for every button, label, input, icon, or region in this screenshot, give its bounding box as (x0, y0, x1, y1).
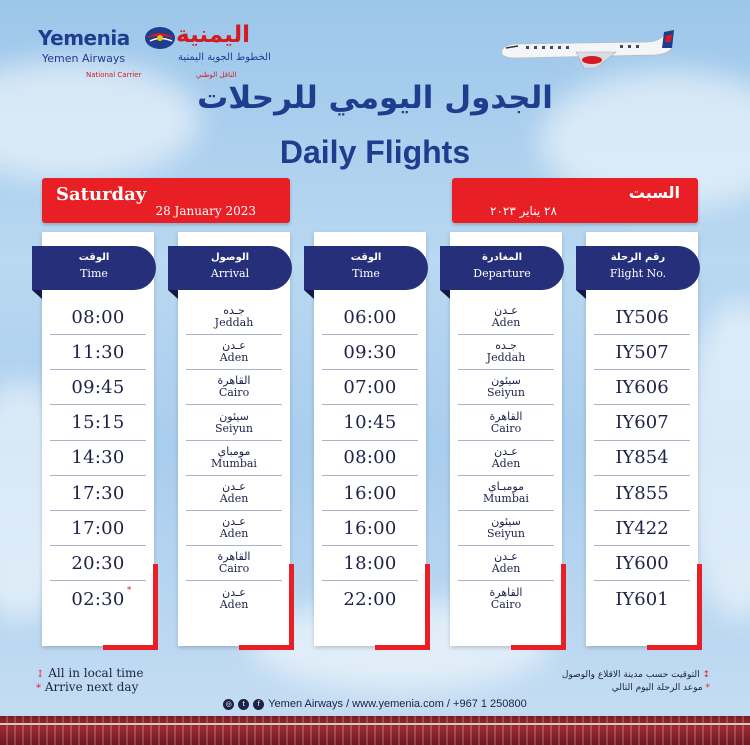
note-text: Arrive next day (44, 680, 139, 694)
header-fold (304, 290, 314, 299)
instagram-icon[interactable]: ◎ (223, 699, 234, 710)
flight-number-cell (594, 476, 690, 511)
flight-number-cell (594, 441, 690, 476)
decorative-band (0, 716, 750, 745)
note-next-day-en (36, 680, 138, 694)
column-header-flight-number (576, 246, 700, 290)
facebook-icon[interactable]: f (253, 699, 264, 710)
flight-number-cell (594, 582, 690, 617)
departure-time-cell (322, 476, 418, 511)
departure-time: 06:00 (343, 306, 397, 328)
arrival-city-ar: عـدن (222, 480, 246, 493)
arrival-city-en: Cairo (218, 562, 250, 576)
arrival-column (178, 232, 290, 646)
marker-next: * (705, 683, 710, 693)
departure-city-ar: عـدن (494, 304, 518, 317)
brand-name-ar: اليمنية (176, 22, 251, 48)
arrival-time: 20:30 (71, 552, 125, 574)
arrival-city-cell (186, 511, 282, 546)
departure-time: 08:00 (343, 447, 397, 469)
page-title-ar: الجدول اليومي للرحلات (197, 80, 553, 116)
departure-city-ar: سيئون (491, 515, 521, 529)
departure-city-ar: جـده (495, 339, 517, 353)
column-header-ar: الوقت (78, 252, 110, 263)
arrival-time: 02:30 * (71, 585, 132, 610)
departure-time-cell (322, 546, 418, 581)
arrival-time: 11:30 (71, 341, 125, 363)
flight-number-cell (594, 335, 690, 370)
arrival-time-cell (50, 441, 146, 476)
date-bar-ar (452, 178, 698, 223)
arrival-city-en: Aden (219, 598, 249, 612)
arrival-time: 17:30 (71, 482, 125, 504)
footer-contact (0, 698, 750, 710)
departure-time-cell (322, 511, 418, 546)
header-fold (168, 290, 178, 299)
flight-number: IY422 (615, 517, 669, 539)
departure-time: 09:30 (343, 341, 397, 363)
departure-city-en: Aden (491, 316, 521, 329)
day-en: Saturday (56, 184, 147, 205)
date-ar: ٢٨ يناير ٢٠٢٣ (490, 204, 557, 218)
departure-time: 07:00 (343, 376, 397, 398)
arrival-city-en: Jeddah (214, 316, 254, 329)
departure-time-cell (322, 582, 418, 617)
arrival-city-ar: عـدن (222, 586, 246, 600)
departure-city-cell (458, 582, 554, 617)
arrival-city-ar: عـدن (222, 339, 246, 353)
arrival-time-column (42, 232, 154, 646)
flight-number: IY506 (615, 306, 669, 328)
column-header-en: Time (80, 267, 108, 280)
arrival-time-cell (50, 476, 146, 511)
arrival-time-cell (50, 300, 146, 335)
arrival-time-cell (50, 511, 146, 546)
departure-time-cell (322, 441, 418, 476)
arrival-city-cell (186, 441, 282, 476)
brand-national-carrier-en: National Carrier (86, 71, 142, 79)
column-header-ar: الوصول (210, 252, 250, 263)
departure-time-cell (322, 335, 418, 370)
header-fold (576, 290, 586, 299)
departure-city-en: Cairo (490, 421, 522, 435)
column-header-ar: رقم الرحلة (610, 252, 666, 263)
departure-city-ar: القاهرة (489, 586, 523, 600)
departure-city-ar: عـدن (494, 550, 518, 564)
arrival-time-cell (50, 582, 146, 617)
flight-number: IY601 (615, 588, 669, 610)
departure-city-en: Cairo (490, 598, 522, 612)
departure-city-cell (458, 476, 554, 511)
arrival-time: 08:00 (71, 306, 125, 328)
flight-number-cell (594, 511, 690, 546)
marker-local: ↕ (36, 669, 45, 680)
column-header-arrival (168, 246, 292, 290)
departure-time-cell (322, 406, 418, 441)
departure-city-ar: القاهرة (489, 409, 523, 423)
arrival-time: 09:45 (71, 376, 125, 398)
arrival-city-ar: جـده (223, 304, 245, 317)
departure-city-en: Jeddah (486, 351, 526, 365)
date-en: 28 January 2023 (155, 204, 256, 218)
departure-column (450, 232, 562, 646)
next-day-marker: * (126, 585, 132, 596)
departure-time-cell (322, 370, 418, 405)
day-ar: السبت (628, 183, 680, 202)
departure-time: 16:00 (343, 517, 397, 539)
header-fold (440, 290, 450, 299)
brand-national-carrier-ar: الناقل الوطني (196, 71, 237, 79)
note-local-time-ar (562, 670, 710, 680)
departure-city-ar: سيئون (491, 374, 521, 388)
departure-time: 16:00 (343, 482, 397, 504)
arrival-city-ar: القاهرة (217, 374, 251, 388)
column-header-ar: الوقت (350, 252, 382, 263)
column-header-en: Arrival (210, 267, 250, 280)
departure-time: 10:45 (343, 412, 397, 434)
arrival-city-cell (186, 546, 282, 581)
departure-city-en: Seiyun (487, 527, 525, 541)
flight-number: IY854 (615, 447, 669, 469)
column-header-departure (440, 246, 564, 290)
marker-next: * (36, 683, 41, 694)
contact-text[interactable]: Yemen Airways / www.yemenia.com / +967 1 250800 (268, 698, 527, 710)
departure-city-cell (458, 335, 554, 370)
brand-subtitle-en: Yemen Airways (42, 52, 126, 65)
brand-subtitle-ar: الخطوط الجوية اليمنية (178, 52, 271, 63)
note-text: All in local time (48, 666, 144, 680)
arrival-city-ar: سيئون (219, 409, 249, 423)
arrival-city-en: Mumbai (211, 456, 257, 470)
column-header-en: Time (352, 267, 380, 280)
departure-city-ar: مومبـاي (488, 480, 524, 493)
departure-time-column (314, 232, 426, 646)
flight-number: IY600 (615, 552, 669, 574)
column-header-arrival-time (32, 246, 156, 290)
brand-name-en: Yemenia (38, 26, 130, 50)
arrival-city-en: Aden (219, 527, 249, 541)
departure-city-en: Seiyun (487, 386, 525, 400)
column-header-ar: المغادرة (481, 252, 523, 263)
flight-number-column (586, 232, 698, 646)
departure-city-cell (458, 441, 554, 476)
arrival-time-cell (50, 546, 146, 581)
column-header-en: Departure (473, 267, 531, 280)
airplane-image (496, 24, 686, 70)
departure-city-en: Mumbai (483, 492, 529, 505)
departure-city-en: Aden (491, 562, 521, 576)
note-local-time-en (36, 666, 144, 680)
departure-city-cell (458, 511, 554, 546)
arrival-city-cell (186, 476, 282, 511)
departure-city-cell (458, 406, 554, 441)
arrival-city-cell (186, 582, 282, 617)
arrival-city-en: Cairo (218, 386, 250, 400)
note-text: موعد الرحلة اليوم التالي (611, 683, 703, 693)
arrival-city-ar: عـدن (222, 515, 246, 529)
departure-time: 22:00 (343, 588, 397, 610)
column-header-en: Flight No. (609, 267, 667, 280)
arrival-city-cell (186, 406, 282, 441)
date-bar-en (42, 178, 290, 223)
arrival-city-ar: مومباي (217, 444, 251, 458)
page-title-en: Daily Flights (279, 134, 471, 170)
column-header-departure-time (304, 246, 428, 290)
arrival-city-en: Aden (219, 492, 249, 505)
note-next-day-ar (612, 683, 710, 693)
departure-time-cell (322, 300, 418, 335)
flight-number: IY855 (615, 482, 669, 504)
arrival-time-cell (50, 406, 146, 441)
flight-number: IY507 (615, 341, 669, 363)
flight-number-cell (594, 406, 690, 441)
arrival-city-ar: القاهرة (217, 550, 251, 564)
arrival-city-en: Seiyun (215, 421, 253, 435)
departure-city-cell (458, 370, 554, 405)
departure-city-ar: عـدن (494, 444, 518, 458)
arrival-city-cell (186, 370, 282, 405)
flight-number-cell (594, 300, 690, 335)
arrival-city-cell (186, 300, 282, 335)
header-fold (32, 290, 42, 299)
flight-number: IY606 (615, 376, 669, 398)
arrival-time-cell (50, 370, 146, 405)
band-divider (0, 723, 750, 725)
departure-city-cell (458, 300, 554, 335)
marker-local: ↕ (702, 670, 710, 680)
flight-number-cell (594, 370, 690, 405)
departure-city-en: Aden (491, 456, 521, 470)
departure-city-cell (458, 546, 554, 581)
yemenia-logo (38, 22, 278, 84)
arrival-time: 14:30 (71, 447, 125, 469)
note-text: التوقيت حسب مدينة الاقلاع والوصول (561, 670, 700, 680)
departure-time: 18:00 (343, 552, 397, 574)
arrival-city-en: Aden (219, 351, 249, 365)
yemenia-emblem-icon (142, 24, 178, 52)
flight-number-cell (594, 546, 690, 581)
flight-number: IY607 (615, 412, 669, 434)
twitter-icon[interactable]: t (238, 699, 249, 710)
arrival-city-cell (186, 335, 282, 370)
arrival-time-cell (50, 335, 146, 370)
arrival-time: 15:15 (71, 412, 125, 434)
arrival-time: 17:00 (71, 517, 125, 539)
